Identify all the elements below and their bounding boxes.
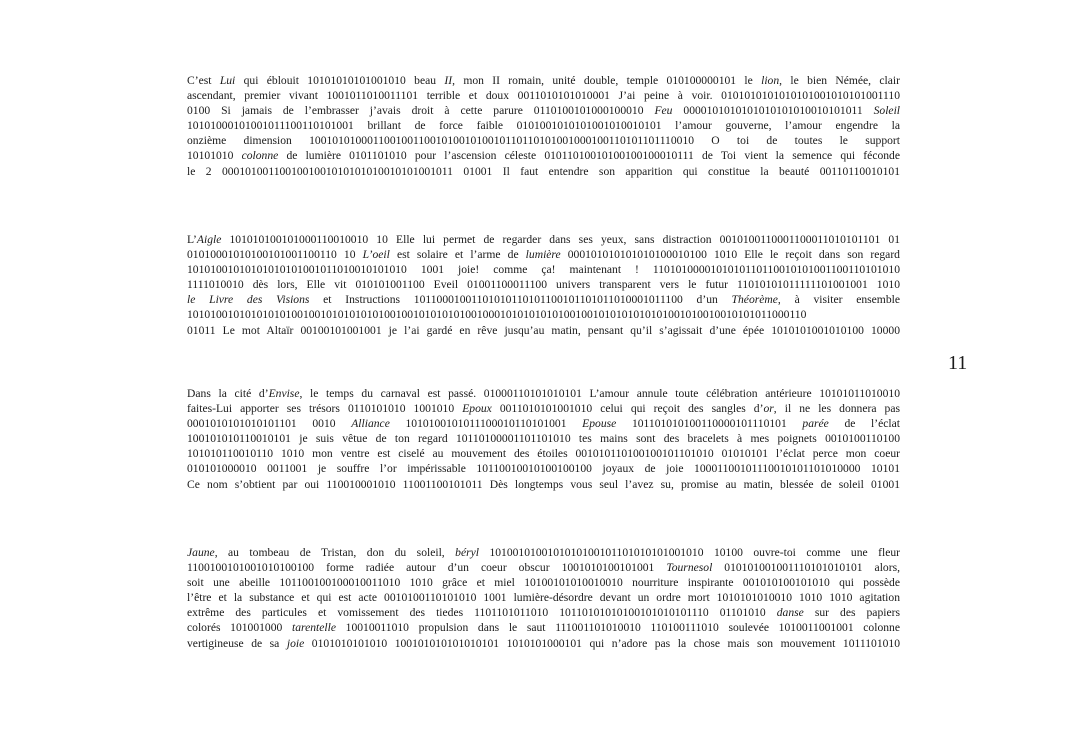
text-run: , le temps du carnaval est passé. 01000110101010101 L’amour annule toute célébration antérieure 10101011010010 <box>299 387 900 400</box>
text-run: 000101010101010100010100 1010 Elle le reçoit dans son regard <box>560 248 900 262</box>
italic-text-run: danse <box>776 606 804 620</box>
text-line <box>187 461 900 476</box>
text-line <box>187 103 900 118</box>
italic-text-run: lumière <box>525 248 561 262</box>
text-run: 010101000010 0011001 je souffre l’or impérissable 10110010010100100100 joyaux de joie 10001100101110010101101010000 10101 <box>187 462 900 476</box>
paragraph-1 <box>187 73 900 179</box>
text-run: est solaire et l’arme de <box>389 248 526 262</box>
text-line <box>187 605 900 620</box>
text-run: 101010110010110 1010 mon ventre est ciselé au mouvement des étoiles 001010110100100101101010 01010101 l’éclat perce mon coeur <box>187 447 900 461</box>
italic-text-run: le Livre des Visions <box>187 293 310 307</box>
text-line <box>187 307 900 322</box>
text-run: l’être et la substance et qui est acte 0010100110101010 1001 lumière-désordre devant un ordre mort 1010101010010 1010 1010 agitation <box>187 591 900 605</box>
text-line <box>187 620 900 635</box>
text-line <box>187 575 900 590</box>
text-run: de l’éclat <box>828 417 900 431</box>
text-run: 01011 Le mot Altaïr 00100101001001 je l’ai gardé en rêve jusqu’au matin, pensant qu’il s’agissait d’une épée 1010101001010100 10000 <box>187 323 900 337</box>
text-line <box>187 560 900 575</box>
text-run: , le bien Némée, clair <box>779 74 900 87</box>
text-run: Dans la cité d’ <box>187 387 269 400</box>
text-run: 101010100101000110010010 10 Elle lui permet de regarder dans ses yeux, sans distraction 0010100110001100011010101101 01 <box>221 233 900 246</box>
text-line <box>187 636 900 651</box>
text-run: 10101010 <box>187 149 242 163</box>
italic-text-run: or <box>763 402 774 416</box>
paragraph-2 <box>187 232 900 338</box>
text-line <box>187 386 900 401</box>
text-run: , à visiter ensemble <box>777 293 900 307</box>
italic-text-run: béryl <box>455 546 479 559</box>
text-run: 0101010101010 100101010101010101 1010101000101 qui n’adore pas la chose mais son mouvement 1011101010 <box>304 636 900 650</box>
italic-text-run: Alliance <box>351 417 390 431</box>
text-line <box>187 323 900 338</box>
text-line <box>187 431 900 446</box>
text-line <box>187 416 900 431</box>
text-run: et Instructions 10110001001101010110101100101101011010001011100 d’un <box>309 293 732 307</box>
text-run: 0001010101010101101 0010 <box>187 417 352 431</box>
text-line <box>187 262 900 277</box>
italic-text-run: Tournesol <box>666 561 713 575</box>
text-run: 10101000101001011100110101001 brillant de force faible 0101001010101001010010101 l’amour gouverne, l’amour engendre la <box>187 119 900 133</box>
text-run: 0011010101001010 celui qui reçoit des sangles d’ <box>491 402 764 416</box>
text-run: 1010010100101010100101101010101001010 10100 ouvre-toi comme une fleur <box>478 546 900 559</box>
italic-text-run: Soleil <box>873 104 900 118</box>
italic-text-run: colonne <box>241 149 279 163</box>
text-run: 01010001010100101001100110 10 <box>187 248 363 262</box>
text-line <box>187 133 900 148</box>
paragraph-4 <box>187 545 900 651</box>
text-line <box>187 118 900 133</box>
italic-text-run: Envise <box>268 387 300 400</box>
italic-text-run: Epouse <box>582 417 617 431</box>
text-run: 10101001010101010101001011010010101010 1001 joie! comme ça! maintenant ! 1101010000101010110110010101001100110101010 <box>187 263 900 277</box>
text-run: faites-Lui apporter ses trésors 0110101010 1001010 <box>187 402 463 416</box>
text-run: colorés 101001000 <box>187 621 292 635</box>
text-run: Ce nom s’obtient par oui 110010001010 11001100101011 Dès longtemps vous seul l’avez su, promise au matin, blessée de soleil 01001 <box>187 477 900 491</box>
text-line <box>187 73 900 88</box>
text-run: , mon II romain, unité double, temple 010100000101 le <box>452 74 762 87</box>
text-run: vertigineuse de sa <box>187 636 287 650</box>
text-run: , au tombeau de Tristan, don du soleil, <box>214 546 456 559</box>
text-run: 0100 Si jamais de l’embrasser j’avais droit à cette parure 0110100101000100010 <box>187 104 655 118</box>
italic-text-run: Jaune <box>187 546 215 559</box>
italic-text-run: Aigle <box>196 233 222 246</box>
page-number: 11 <box>948 352 968 374</box>
italic-text-run: Feu <box>654 104 673 118</box>
text-line <box>187 247 900 262</box>
text-run: 1010100101011100010110101001 <box>389 417 583 431</box>
text-line <box>187 164 900 179</box>
text-run: 10101001010101010100100101010101010010010101010100100010101010101001001010101010101001010010010101011000110 <box>187 308 807 322</box>
text-run: ascendant, premier vivant 1001011010011101 terrible et doux 0011010101010001 J’ai peine à voir. 0101010101010101001010101001110 <box>187 89 900 103</box>
text-run: 1100100101001010100100 forme radiée autour d’un coeur obscur 1001010100101001 <box>187 561 667 575</box>
text-run: soit une abeille 101100100100010011010 1010 grâce et miel 10100101010010010 nourriture inspirante 001010100101010 qui possède <box>187 576 900 590</box>
text-run: 0000101010101010101010010101011 <box>672 104 874 118</box>
text-run: le 2 0001010011001001001010101010010101001011 01001 Il faut entendre son apparition qui constitue la beauté 00110110010101 <box>187 164 900 178</box>
text-line <box>187 292 900 307</box>
text-line <box>187 590 900 605</box>
text-line <box>187 277 900 292</box>
text-run: onzième dimension 1001010100011001001100101001010010110110101001000100110101101110010 O toi de toutes le support <box>187 134 900 148</box>
italic-text-run: L’oeil <box>362 248 390 262</box>
text-run: 10010011010 propulsion dans le saut 111001101010010 110100111010 soulevée 1010011001001 colonne <box>335 621 900 635</box>
text-line <box>187 88 900 103</box>
text-line <box>187 148 900 163</box>
text-line <box>187 545 900 560</box>
text-run: sur des papiers <box>803 606 900 620</box>
text-line <box>187 477 900 492</box>
text-line <box>187 401 900 416</box>
italic-text-run: lion <box>761 74 780 87</box>
italic-text-run: joie <box>286 636 305 650</box>
text-run: L’ <box>187 233 197 246</box>
italic-text-run: Epoux <box>462 402 492 416</box>
italic-text-run: Lui <box>219 74 236 87</box>
text-line <box>187 232 900 247</box>
italic-text-run: parée <box>802 417 829 431</box>
text-run: , il ne les donnera pas <box>773 402 900 416</box>
text-run: qui éblouit 10101010101001010 beau <box>235 74 445 87</box>
text-run: 010101001001110101010101 alors, <box>712 561 900 575</box>
text-run: 1111010010 dès lors, Elle vit 010101001100 Eveil 01001100011100 univers transparent vers le futur 11010101011111101001001 1010 <box>187 278 900 292</box>
text-line <box>187 446 900 461</box>
italic-text-run: Théorème <box>731 293 778 307</box>
text-run: de lumière 0101101010 pour l’ascension céleste 01011010010100100100010111 de Toi vient la semence qui féconde <box>278 149 900 163</box>
paragraph-3 <box>187 386 900 492</box>
italic-text-run: tarentelle <box>291 621 336 635</box>
text-run: extrême des particules et vomissement des tiedes 1101101011010 10110101010100101010101110 01101010 <box>187 606 777 620</box>
text-run: 100101010110010101 je suis vêtue de ton regard 10110100001101101010 tes mains sont des bracelets à mes poignets 0010100110100 <box>187 432 900 446</box>
italic-text-run: II <box>444 74 453 87</box>
text-run: C’est <box>187 74 220 87</box>
text-run: 101101010100110000101110101 <box>616 417 803 431</box>
